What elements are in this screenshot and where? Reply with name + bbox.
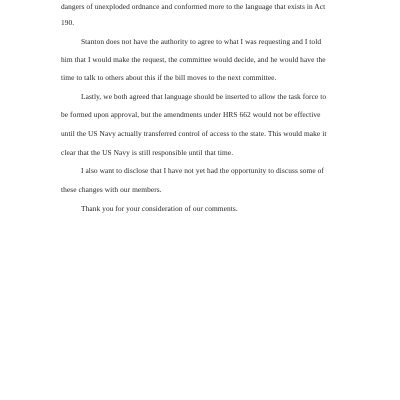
- paragraph-line: I also want to disclose that I have not yet had the opportunity to discuss some of: [81, 166, 324, 175]
- paragraph-line: clear that the US Navy is still responsible until that time.: [61, 148, 234, 157]
- paragraph-line: until the US Navy actually transferred control of access to the state. This would make it: [61, 129, 327, 138]
- paragraph-line: time to talk to others about this if the bill moves to the next committee.: [61, 73, 277, 82]
- paragraph-line: Thank you for your consideration of our comments.: [81, 204, 238, 213]
- paragraph-line: 190.: [61, 18, 75, 27]
- paragraph-line: Stanton does not have the authority to agree to what I was requesting and I told: [81, 37, 322, 46]
- paragraph-line: these changes with our members.: [61, 185, 162, 194]
- paragraph-line: Lastly, we both agreed that language should be inserted to allow the task force to: [81, 92, 327, 101]
- paragraph-line: be formed upon approval, but the amendments under HRS 662 would not be effective: [61, 110, 321, 119]
- paragraph-line: him that I would make the request, the committee would decide, and he would have the: [61, 55, 326, 64]
- paragraph-line: dangers of unexploded ordnance and conformed more to the language that exists in Act: [61, 2, 326, 11]
